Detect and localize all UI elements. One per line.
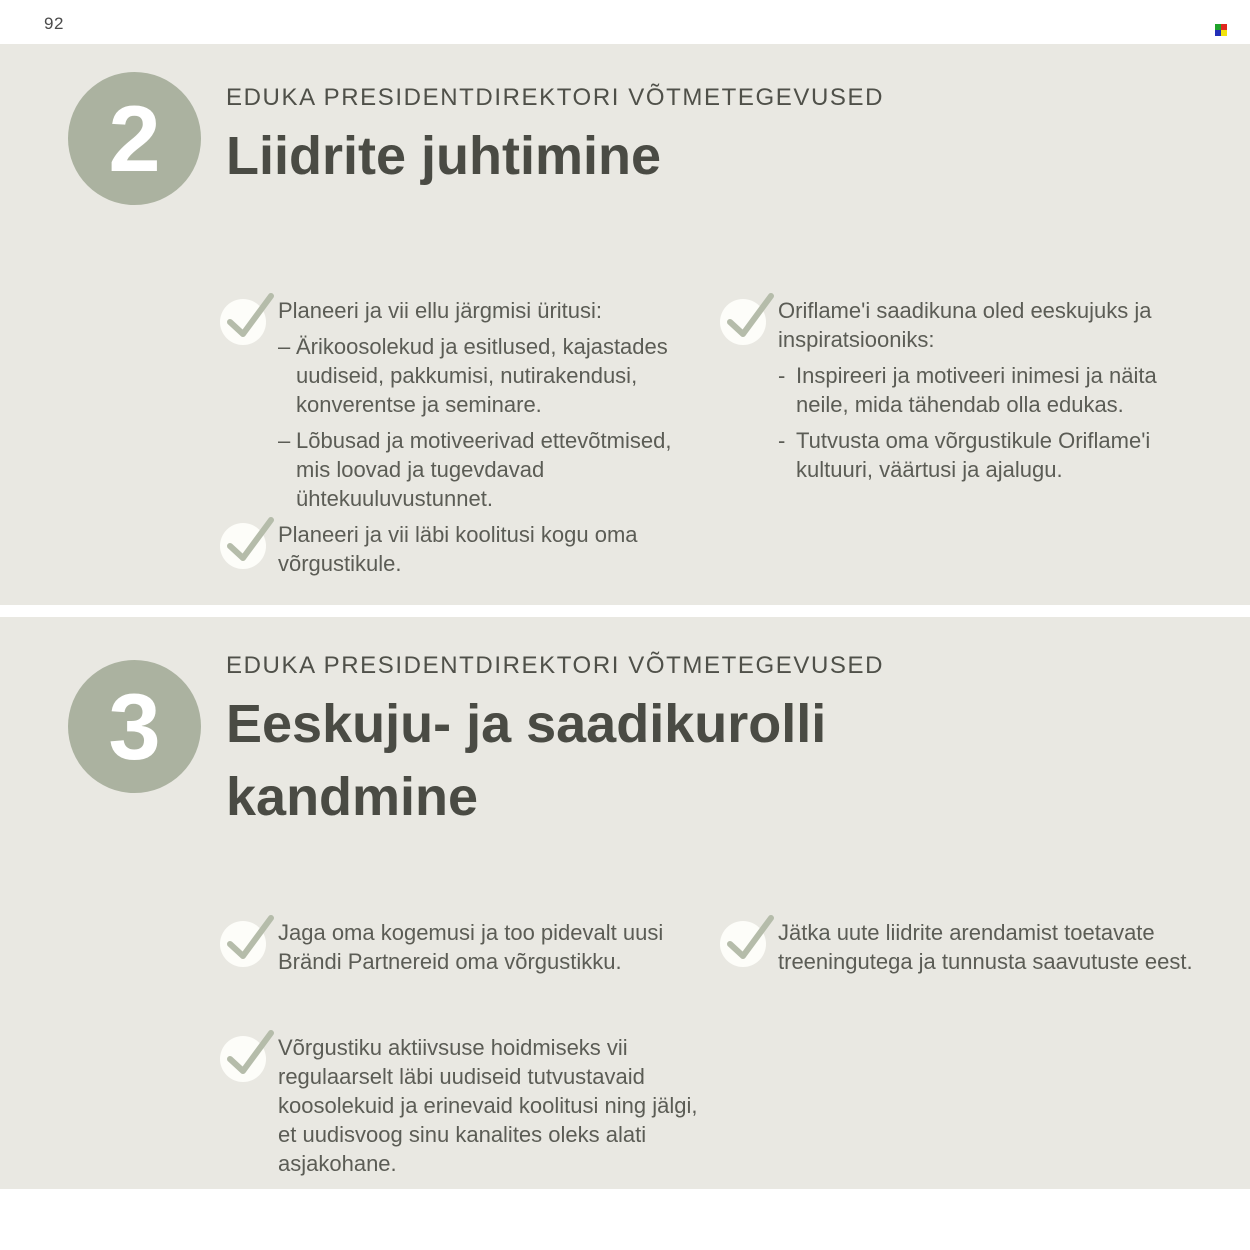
bullet-dash: – [278, 334, 291, 359]
logo-square-yellow [1221, 30, 1227, 36]
page-number: 92 [44, 14, 64, 33]
sub-bullet [778, 426, 1196, 484]
checkmark-icon [719, 289, 779, 349]
checkmark-icon [219, 1026, 279, 1086]
bullet-dash: - [778, 428, 786, 453]
bullet-dash: - [778, 363, 786, 388]
checklist-item [222, 520, 702, 578]
checklist-column-right [722, 918, 1196, 976]
section-eyebrow: EDUKA PRESIDENTDIREKTORI VÕTMETEGEVUSED [226, 84, 885, 111]
sub-bullet-text: Inspireeri ja motiveeri inimesi ja näita neile, mida tähendab olla edukas. [796, 363, 1157, 417]
brand-logo-icon [1215, 24, 1227, 36]
checklist-item-text: Oriflame'i saadikuna oled eeskujuks ja inspiratsiooniks: [778, 298, 1152, 352]
checkmark-icon [719, 911, 779, 971]
section-title: Eeskuju- ja saadikurolli kandmine [226, 694, 827, 828]
checklist-item [222, 1033, 702, 1178]
checklist-item [722, 296, 1196, 484]
section-block-3 [0, 617, 1250, 1189]
sub-bullet-text: Ärikoosolekud ja esitlused, kajastades uudiseid, pakkumisi, nutirakendusi, konverentse ja seminare. [296, 334, 668, 417]
checklist-item-text: Planeeri ja vii läbi koolitusi kogu oma võrgustikule. [278, 522, 638, 576]
checklist-item-text: Võrgustiku aktiivsuse hoidmiseks vii regulaarselt läbi uudiseid tutvustavaid koosolekuid ja erinevaid koolitusi ning jälgi, et uudisvoog sinu kanalites oleks alati asjakohane. [278, 1035, 698, 1176]
section-eyebrow: EDUKA PRESIDENTDIREKTORI VÕTMETEGEVUSED [226, 652, 885, 679]
checkmark-icon [219, 911, 279, 971]
section-block-2 [0, 44, 1250, 605]
section-header [226, 84, 884, 193]
section-title: Liidrite juhtimine [226, 126, 662, 186]
checklist-item-text: Planeeri ja vii ellu järgmisi üritusi: [278, 298, 603, 323]
sub-bullet [278, 426, 702, 513]
sub-bullet-text: Lõbusad ja motiveerivad ettevõtmised, mis loovad ja tugevdavad ühtekuuluvustunnet. [296, 428, 672, 511]
checklist-item [722, 918, 1196, 976]
sub-bullet [278, 332, 702, 419]
checkmark-icon [219, 289, 279, 349]
checklist-column-left [222, 296, 702, 578]
checklist-item [222, 296, 702, 513]
section-number-badge: 3 [68, 660, 201, 793]
checklist-item [222, 918, 702, 976]
checklist-item-text: Jaga oma kogemusi ja too pidevalt uusi Brändi Partnereid oma võrgustikku. [278, 920, 664, 974]
bullet-dash: – [278, 428, 291, 453]
checklist-item-text: Jätka uute liidrite arendamist toetavate treeningutega ja tunnusta saavutuste eest. [778, 920, 1193, 974]
sub-bullet [778, 361, 1196, 419]
checklist-column-left [222, 918, 702, 1178]
section-header [226, 652, 926, 835]
section-number-badge: 2 [68, 72, 201, 205]
checkmark-icon [219, 513, 279, 573]
sub-bullet-text: Tutvusta oma võrgustikule Oriflame'i kultuuri, väärtusi ja ajalugu. [796, 428, 1151, 482]
checklist-column-right [722, 296, 1196, 484]
